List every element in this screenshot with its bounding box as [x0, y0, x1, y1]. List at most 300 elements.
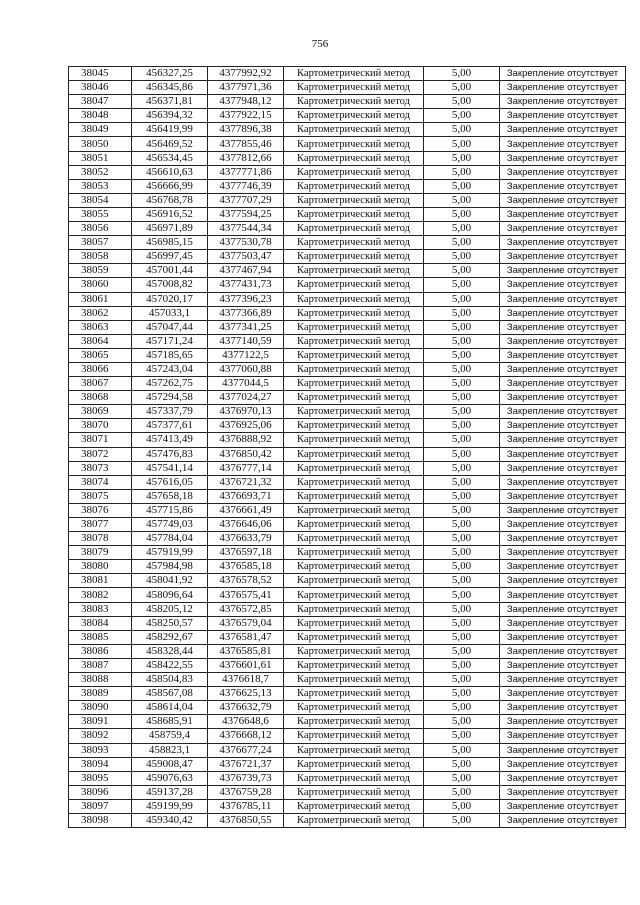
table-row — [69, 419, 626, 433]
point-number-cell: 38086 — [69, 644, 132, 658]
y-coordinate-cell: 4376777,14 — [208, 461, 284, 475]
method-cell: Картометрический метод — [284, 362, 424, 376]
y-coordinate-cell: 4376739,73 — [208, 771, 284, 785]
accuracy-cell: 5,00 — [424, 771, 500, 785]
method-cell: Картометрический метод — [284, 278, 424, 292]
x-coordinate-cell: 457784,04 — [132, 532, 208, 546]
marking-cell: Закрепление отсутствует — [500, 165, 626, 179]
accuracy-cell: 5,00 — [424, 588, 500, 602]
table-row — [69, 602, 626, 616]
marking-cell: Закрепление отсутствует — [500, 701, 626, 715]
point-number-cell: 38052 — [69, 165, 132, 179]
x-coordinate-cell: 458041,92 — [132, 574, 208, 588]
table-row — [69, 306, 626, 320]
table-row — [69, 165, 626, 179]
x-coordinate-cell: 457033,1 — [132, 306, 208, 320]
table-row — [69, 729, 626, 743]
method-cell: Картометрический метод — [284, 292, 424, 306]
y-coordinate-cell: 4376970,13 — [208, 405, 284, 419]
table-row — [69, 292, 626, 306]
method-cell: Картометрический метод — [284, 348, 424, 362]
y-coordinate-cell: 4377896,38 — [208, 123, 284, 137]
accuracy-cell: 5,00 — [424, 630, 500, 644]
marking-cell: Закрепление отсутствует — [500, 207, 626, 221]
point-number-cell: 38081 — [69, 574, 132, 588]
table-row — [69, 546, 626, 560]
accuracy-cell: 5,00 — [424, 377, 500, 391]
point-number-cell: 38048 — [69, 109, 132, 123]
table-row — [69, 264, 626, 278]
table-row — [69, 405, 626, 419]
method-cell: Картометрический метод — [284, 433, 424, 447]
marking-cell: Закрепление отсутствует — [500, 518, 626, 532]
x-coordinate-cell: 458504,83 — [132, 673, 208, 687]
marking-cell: Закрепление отсутствует — [500, 137, 626, 151]
accuracy-cell: 5,00 — [424, 320, 500, 334]
table-row — [69, 673, 626, 687]
point-number-cell: 38064 — [69, 334, 132, 348]
marking-cell: Закрепление отсутствует — [500, 419, 626, 433]
y-coordinate-cell: 4376661,49 — [208, 503, 284, 517]
marking-cell: Закрепление отсутствует — [500, 489, 626, 503]
point-number-cell: 38077 — [69, 518, 132, 532]
table-row — [69, 475, 626, 489]
marking-cell: Закрепление отсутствует — [500, 264, 626, 278]
point-number-cell: 38088 — [69, 673, 132, 687]
point-number-cell: 38050 — [69, 137, 132, 151]
marking-cell: Закрепление отсутствует — [500, 461, 626, 475]
y-coordinate-cell: 4376585,81 — [208, 644, 284, 658]
table-row — [69, 644, 626, 658]
x-coordinate-cell: 458567,08 — [132, 687, 208, 701]
marking-cell: Закрепление отсутствует — [500, 179, 626, 193]
method-cell: Картометрический метод — [284, 67, 424, 81]
table-row — [69, 658, 626, 672]
x-coordinate-cell: 457616,05 — [132, 475, 208, 489]
accuracy-cell: 5,00 — [424, 123, 500, 137]
x-coordinate-cell: 456985,15 — [132, 236, 208, 250]
accuracy-cell: 5,00 — [424, 743, 500, 757]
accuracy-cell: 5,00 — [424, 151, 500, 165]
accuracy-cell: 5,00 — [424, 715, 500, 729]
table-row — [69, 701, 626, 715]
y-coordinate-cell: 4377431,73 — [208, 278, 284, 292]
table-row — [69, 433, 626, 447]
accuracy-cell: 5,00 — [424, 250, 500, 264]
accuracy-cell: 5,00 — [424, 799, 500, 813]
method-cell: Картометрический метод — [284, 658, 424, 672]
y-coordinate-cell: 4376677,24 — [208, 743, 284, 757]
marking-cell: Закрепление отсутствует — [500, 320, 626, 334]
method-cell: Картометрический метод — [284, 475, 424, 489]
method-cell: Картометрический метод — [284, 785, 424, 799]
y-coordinate-cell: 4377060,88 — [208, 362, 284, 376]
marking-cell: Закрепление отсутствует — [500, 532, 626, 546]
y-coordinate-cell: 4376601,61 — [208, 658, 284, 672]
y-coordinate-cell: 4376850,42 — [208, 447, 284, 461]
marking-cell: Закрепление отсутствует — [500, 278, 626, 292]
point-number-cell: 38063 — [69, 320, 132, 334]
x-coordinate-cell: 458422,55 — [132, 658, 208, 672]
marking-cell: Закрепление отсутствует — [500, 630, 626, 644]
marking-cell: Закрепление отсутствует — [500, 729, 626, 743]
accuracy-cell: 5,00 — [424, 560, 500, 574]
table-row — [69, 391, 626, 405]
x-coordinate-cell: 458205,12 — [132, 602, 208, 616]
x-coordinate-cell: 458292,67 — [132, 630, 208, 644]
x-coordinate-cell: 457476,83 — [132, 447, 208, 461]
method-cell: Картометрический метод — [284, 771, 424, 785]
table-row — [69, 630, 626, 644]
table-row — [69, 503, 626, 517]
method-cell: Картометрический метод — [284, 518, 424, 532]
x-coordinate-cell: 456916,52 — [132, 207, 208, 221]
table-row — [69, 743, 626, 757]
method-cell: Картометрический метод — [284, 109, 424, 123]
accuracy-cell: 5,00 — [424, 236, 500, 250]
point-number-cell: 38072 — [69, 447, 132, 461]
marking-cell: Закрепление отсутствует — [500, 377, 626, 391]
method-cell: Картометрический метод — [284, 616, 424, 630]
method-cell: Картометрический метод — [284, 588, 424, 602]
method-cell: Картометрический метод — [284, 165, 424, 179]
accuracy-cell: 5,00 — [424, 67, 500, 81]
marking-cell: Закрепление отсутствует — [500, 391, 626, 405]
point-number-cell: 38068 — [69, 391, 132, 405]
y-coordinate-cell: 4376668,12 — [208, 729, 284, 743]
x-coordinate-cell: 457658,18 — [132, 489, 208, 503]
y-coordinate-cell: 4376693,71 — [208, 489, 284, 503]
accuracy-cell: 5,00 — [424, 447, 500, 461]
method-cell: Картометрический метод — [284, 447, 424, 461]
method-cell: Картометрический метод — [284, 320, 424, 334]
marking-cell: Закрепление отсутствует — [500, 503, 626, 517]
y-coordinate-cell: 4376925,06 — [208, 419, 284, 433]
marking-cell: Закрепление отсутствует — [500, 222, 626, 236]
y-coordinate-cell: 4376633,79 — [208, 532, 284, 546]
method-cell: Картометрический метод — [284, 503, 424, 517]
x-coordinate-cell: 457185,65 — [132, 348, 208, 362]
x-coordinate-cell: 458614,04 — [132, 701, 208, 715]
x-coordinate-cell: 457984,98 — [132, 560, 208, 574]
point-number-cell: 38069 — [69, 405, 132, 419]
accuracy-cell: 5,00 — [424, 278, 500, 292]
table-row — [69, 489, 626, 503]
y-coordinate-cell: 4376618,7 — [208, 673, 284, 687]
marking-cell: Закрепление отсутствует — [500, 588, 626, 602]
marking-cell: Закрепление отсутствует — [500, 715, 626, 729]
x-coordinate-cell: 458685,91 — [132, 715, 208, 729]
x-coordinate-cell: 457262,75 — [132, 377, 208, 391]
y-coordinate-cell: 4377122,5 — [208, 348, 284, 362]
table-row — [69, 532, 626, 546]
point-number-cell: 38060 — [69, 278, 132, 292]
marking-cell: Закрепление отсутствует — [500, 560, 626, 574]
table-row — [69, 771, 626, 785]
x-coordinate-cell: 457171,24 — [132, 334, 208, 348]
method-cell: Картометрический метод — [284, 222, 424, 236]
table-row — [69, 588, 626, 602]
x-coordinate-cell: 456610,63 — [132, 165, 208, 179]
y-coordinate-cell: 4376575,41 — [208, 588, 284, 602]
y-coordinate-cell: 4377992,92 — [208, 67, 284, 81]
method-cell: Картометрический метод — [284, 574, 424, 588]
y-coordinate-cell: 4376625,13 — [208, 687, 284, 701]
y-coordinate-cell: 4376578,52 — [208, 574, 284, 588]
accuracy-cell: 5,00 — [424, 193, 500, 207]
marking-cell: Закрепление отсутствует — [500, 574, 626, 588]
method-cell: Картометрический метод — [284, 757, 424, 771]
x-coordinate-cell: 457541,14 — [132, 461, 208, 475]
accuracy-cell: 5,00 — [424, 729, 500, 743]
method-cell: Картометрический метод — [284, 391, 424, 405]
accuracy-cell: 5,00 — [424, 207, 500, 221]
table-row — [69, 715, 626, 729]
table-row — [69, 348, 626, 362]
accuracy-cell: 5,00 — [424, 95, 500, 109]
accuracy-cell: 5,00 — [424, 292, 500, 306]
marking-cell: Закрепление отсутствует — [500, 644, 626, 658]
x-coordinate-cell: 456971,89 — [132, 222, 208, 236]
point-number-cell: 38094 — [69, 757, 132, 771]
y-coordinate-cell: 4377341,25 — [208, 320, 284, 334]
accuracy-cell: 5,00 — [424, 532, 500, 546]
method-cell: Картометрический метод — [284, 461, 424, 475]
y-coordinate-cell: 4376785,11 — [208, 799, 284, 813]
y-coordinate-cell: 4377855,46 — [208, 137, 284, 151]
accuracy-cell: 5,00 — [424, 475, 500, 489]
table-body — [69, 67, 626, 828]
point-number-cell: 38045 — [69, 67, 132, 81]
point-number-cell: 38054 — [69, 193, 132, 207]
marking-cell: Закрепление отсутствует — [500, 658, 626, 672]
marking-cell: Закрепление отсутствует — [500, 123, 626, 137]
y-coordinate-cell: 4377366,89 — [208, 306, 284, 320]
accuracy-cell: 5,00 — [424, 687, 500, 701]
marking-cell: Закрепление отсутствует — [500, 334, 626, 348]
accuracy-cell: 5,00 — [424, 503, 500, 517]
method-cell: Картометрический метод — [284, 813, 424, 827]
marking-cell: Закрепление отсутствует — [500, 348, 626, 362]
y-coordinate-cell: 4377922,15 — [208, 109, 284, 123]
accuracy-cell: 5,00 — [424, 701, 500, 715]
y-coordinate-cell: 4377948,12 — [208, 95, 284, 109]
marking-cell: Закрепление отсутствует — [500, 67, 626, 81]
table-row — [69, 518, 626, 532]
marking-cell: Закрепление отсутствует — [500, 151, 626, 165]
point-number-cell: 38062 — [69, 306, 132, 320]
method-cell: Картометрический метод — [284, 151, 424, 165]
marking-cell: Закрепление отсутствует — [500, 546, 626, 560]
marking-cell: Закрепление отсутствует — [500, 785, 626, 799]
table-row — [69, 574, 626, 588]
point-number-cell: 38051 — [69, 151, 132, 165]
y-coordinate-cell: 4377467,94 — [208, 264, 284, 278]
x-coordinate-cell: 456534,45 — [132, 151, 208, 165]
accuracy-cell: 5,00 — [424, 419, 500, 433]
table-row — [69, 95, 626, 109]
method-cell: Картометрический метод — [284, 602, 424, 616]
marking-cell: Закрепление отсутствует — [500, 109, 626, 123]
method-cell: Картометрический метод — [284, 250, 424, 264]
accuracy-cell: 5,00 — [424, 461, 500, 475]
y-coordinate-cell: 4376721,32 — [208, 475, 284, 489]
y-coordinate-cell: 4377812,66 — [208, 151, 284, 165]
table-row — [69, 560, 626, 574]
method-cell: Картометрический метод — [284, 334, 424, 348]
accuracy-cell: 5,00 — [424, 362, 500, 376]
point-number-cell: 38046 — [69, 81, 132, 95]
x-coordinate-cell: 457243,04 — [132, 362, 208, 376]
marking-cell: Закрепление отсутствует — [500, 250, 626, 264]
y-coordinate-cell: 4376579,04 — [208, 616, 284, 630]
y-coordinate-cell: 4376646,06 — [208, 518, 284, 532]
accuracy-cell: 5,00 — [424, 81, 500, 95]
point-number-cell: 38053 — [69, 179, 132, 193]
point-number-cell: 38056 — [69, 222, 132, 236]
table-row — [69, 123, 626, 137]
x-coordinate-cell: 458250,57 — [132, 616, 208, 630]
y-coordinate-cell: 4376888,92 — [208, 433, 284, 447]
x-coordinate-cell: 457294,58 — [132, 391, 208, 405]
accuracy-cell: 5,00 — [424, 813, 500, 827]
marking-cell: Закрепление отсутствует — [500, 236, 626, 250]
marking-cell: Закрепление отсутствует — [500, 362, 626, 376]
point-number-cell: 38059 — [69, 264, 132, 278]
x-coordinate-cell: 458328,44 — [132, 644, 208, 658]
method-cell: Картометрический метод — [284, 673, 424, 687]
marking-cell: Закрепление отсутствует — [500, 405, 626, 419]
method-cell: Картометрический метод — [284, 489, 424, 503]
method-cell: Картометрический метод — [284, 95, 424, 109]
y-coordinate-cell: 4377140,59 — [208, 334, 284, 348]
method-cell: Картометрический метод — [284, 630, 424, 644]
table-row — [69, 207, 626, 221]
marking-cell: Закрепление отсутствует — [500, 602, 626, 616]
y-coordinate-cell: 4376721,37 — [208, 757, 284, 771]
table-row — [69, 320, 626, 334]
accuracy-cell: 5,00 — [424, 546, 500, 560]
y-coordinate-cell: 4377044,5 — [208, 377, 284, 391]
method-cell: Картометрический метод — [284, 207, 424, 221]
accuracy-cell: 5,00 — [424, 489, 500, 503]
marking-cell: Закрепление отсутствует — [500, 475, 626, 489]
y-coordinate-cell: 4377971,36 — [208, 81, 284, 95]
y-coordinate-cell: 4377396,23 — [208, 292, 284, 306]
x-coordinate-cell: 457047,44 — [132, 320, 208, 334]
y-coordinate-cell: 4377503,47 — [208, 250, 284, 264]
point-number-cell: 38087 — [69, 658, 132, 672]
method-cell: Картометрический метод — [284, 179, 424, 193]
y-coordinate-cell: 4376597,18 — [208, 546, 284, 560]
table-row — [69, 757, 626, 771]
method-cell: Картометрический метод — [284, 546, 424, 560]
x-coordinate-cell: 457337,79 — [132, 405, 208, 419]
y-coordinate-cell: 4376759,28 — [208, 785, 284, 799]
table-row — [69, 616, 626, 630]
marking-cell: Закрепление отсутствует — [500, 292, 626, 306]
accuracy-cell: 5,00 — [424, 222, 500, 236]
marking-cell: Закрепление отсутствует — [500, 616, 626, 630]
point-number-cell: 38089 — [69, 687, 132, 701]
x-coordinate-cell: 457715,86 — [132, 503, 208, 517]
point-number-cell: 38093 — [69, 743, 132, 757]
marking-cell: Закрепление отсутствует — [500, 743, 626, 757]
table-row — [69, 799, 626, 813]
point-number-cell: 38084 — [69, 616, 132, 630]
accuracy-cell: 5,00 — [424, 785, 500, 799]
x-coordinate-cell: 456327,25 — [132, 67, 208, 81]
x-coordinate-cell: 459076,63 — [132, 771, 208, 785]
method-cell: Картометрический метод — [284, 264, 424, 278]
method-cell: Картометрический метод — [284, 799, 424, 813]
table-row — [69, 222, 626, 236]
x-coordinate-cell: 456419,99 — [132, 123, 208, 137]
x-coordinate-cell: 459199,99 — [132, 799, 208, 813]
accuracy-cell: 5,00 — [424, 165, 500, 179]
x-coordinate-cell: 458096,64 — [132, 588, 208, 602]
y-coordinate-cell: 4377024,27 — [208, 391, 284, 405]
accuracy-cell: 5,00 — [424, 602, 500, 616]
y-coordinate-cell: 4376632,79 — [208, 701, 284, 715]
method-cell: Картометрический метод — [284, 729, 424, 743]
y-coordinate-cell: 4376585,18 — [208, 560, 284, 574]
point-number-cell: 38092 — [69, 729, 132, 743]
x-coordinate-cell: 459137,28 — [132, 785, 208, 799]
point-number-cell: 38079 — [69, 546, 132, 560]
point-number-cell: 38055 — [69, 207, 132, 221]
point-number-cell: 38065 — [69, 348, 132, 362]
point-number-cell: 38049 — [69, 123, 132, 137]
x-coordinate-cell: 459340,42 — [132, 813, 208, 827]
table-row — [69, 137, 626, 151]
x-coordinate-cell: 457919,99 — [132, 546, 208, 560]
accuracy-cell: 5,00 — [424, 673, 500, 687]
method-cell: Картометрический метод — [284, 560, 424, 574]
method-cell: Картометрический метод — [284, 236, 424, 250]
y-coordinate-cell: 4377544,34 — [208, 222, 284, 236]
point-number-cell: 38057 — [69, 236, 132, 250]
marking-cell: Закрепление отсутствует — [500, 687, 626, 701]
accuracy-cell: 5,00 — [424, 334, 500, 348]
point-number-cell: 38061 — [69, 292, 132, 306]
marking-cell: Закрепление отсутствует — [500, 95, 626, 109]
table-row — [69, 785, 626, 799]
accuracy-cell: 5,00 — [424, 574, 500, 588]
method-cell: Картометрический метод — [284, 193, 424, 207]
marking-cell: Закрепление отсутствует — [500, 673, 626, 687]
method-cell: Картометрический метод — [284, 743, 424, 757]
table-row — [69, 687, 626, 701]
table-row — [69, 67, 626, 81]
table-row — [69, 813, 626, 827]
accuracy-cell: 5,00 — [424, 306, 500, 320]
method-cell: Картометрический метод — [284, 81, 424, 95]
point-number-cell: 38075 — [69, 489, 132, 503]
accuracy-cell: 5,00 — [424, 757, 500, 771]
accuracy-cell: 5,00 — [424, 644, 500, 658]
marking-cell: Закрепление отсутствует — [500, 813, 626, 827]
point-number-cell: 38095 — [69, 771, 132, 785]
accuracy-cell: 5,00 — [424, 616, 500, 630]
table-row — [69, 362, 626, 376]
x-coordinate-cell: 457749,03 — [132, 518, 208, 532]
point-number-cell: 38078 — [69, 532, 132, 546]
x-coordinate-cell: 456997,45 — [132, 250, 208, 264]
point-number-cell: 38047 — [69, 95, 132, 109]
table-row — [69, 109, 626, 123]
marking-cell: Закрепление отсутствует — [500, 433, 626, 447]
